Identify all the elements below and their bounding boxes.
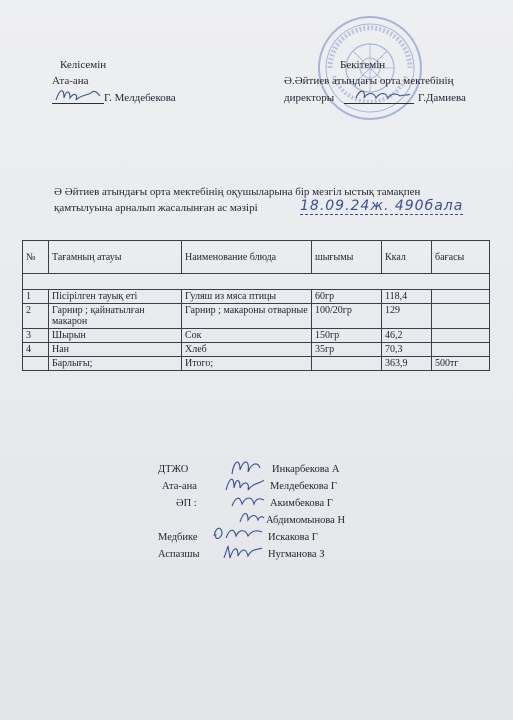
approval-left-title: Келісемін <box>60 59 107 71</box>
col-header-no: № <box>23 241 49 274</box>
menu-table <box>22 240 490 371</box>
col-header-name-kz: Тағамның атауы <box>49 241 182 274</box>
cell-price <box>432 343 490 357</box>
cell-name-ru: Хлеб <box>182 343 312 357</box>
col-header-price: бағасы <box>432 241 490 274</box>
sig-name-ap: Акимбекова Г <box>270 498 333 509</box>
sig-role-ap: ӘП : <box>176 498 197 509</box>
cell-yield: 60гр <box>312 290 382 304</box>
total-price: 500тг <box>432 357 490 371</box>
cell-price <box>432 304 490 329</box>
cell-name-kz: Нан <box>49 343 182 357</box>
cell-kcal: 46,2 <box>382 329 432 343</box>
cell-name-ru: Гарнир ; макароны отварные <box>182 304 312 329</box>
handwritten-date-count: 18.09.24ж. 490бала <box>300 198 464 214</box>
spacer-row <box>23 274 490 290</box>
table-row <box>23 343 490 357</box>
cell-no: 2 <box>23 304 49 329</box>
cell-no <box>23 357 49 371</box>
cell-name-kz: Гарнир ; қайнатылған макарон <box>49 304 182 329</box>
cell-no: 1 <box>23 290 49 304</box>
right-signature <box>352 86 412 104</box>
approval-right-title: Бекітемін <box>340 59 386 71</box>
cell-kcal: 118,4 <box>382 290 432 304</box>
table-total-row <box>23 357 490 371</box>
table-header-row <box>23 241 490 274</box>
col-header-yield: шығымы <box>312 241 382 274</box>
menu-heading-line2: қамтылуына арналып жасалынған ас мәзірі <box>54 202 258 214</box>
cell-name-kz: Пісірілген тауық еті <box>49 290 182 304</box>
approval-left-name: Г. Мелдебекова <box>104 92 176 104</box>
cell-kcal: 129 <box>382 304 432 329</box>
approval-right-role: директоры <box>284 92 335 104</box>
sig-name-cook: Нугманова З <box>268 549 325 560</box>
sig-role-medic: Медбике <box>158 532 198 543</box>
sig-name-dtzho: Инкарбекова А <box>272 464 340 475</box>
table-row <box>23 304 490 329</box>
col-header-kcal: Ккал <box>382 241 432 274</box>
sig-name-medic: Искакова Г <box>268 532 318 543</box>
menu-heading-line1: Ә Әйтиев атындағы орта мектебінің оқушыларына бір мезгіл ыстық тамақпен <box>54 186 421 198</box>
cell-name-kz: Шырын <box>49 329 182 343</box>
cell-kcal: 70,3 <box>382 343 432 357</box>
cell-name-ru: Гуляш из мяса птицы <box>182 290 312 304</box>
sig-name-parent: Мелдебекова Г <box>270 481 337 492</box>
total-label-kz: Барлығы; <box>49 357 182 371</box>
signature-cook <box>220 540 266 564</box>
cell-yield: 150гр <box>312 329 382 343</box>
cell-price <box>432 329 490 343</box>
total-label-ru: Итого; <box>182 357 312 371</box>
approval-left-role: Ата-ана <box>52 75 89 87</box>
col-header-name-ru: Наименование блюда <box>182 241 312 274</box>
cell-name-ru: Сок <box>182 329 312 343</box>
cell-price <box>432 290 490 304</box>
sig-name-abdimomynova: Абдимомынова Н <box>266 515 346 526</box>
approval-right-name: Г.Дамиева <box>418 92 466 104</box>
cell-no: 3 <box>23 329 49 343</box>
left-signature <box>52 84 104 106</box>
table-row <box>23 290 490 304</box>
sig-role-dtzho: ДТЖО <box>158 464 189 475</box>
cell-yield: 35гр <box>312 343 382 357</box>
table-row <box>23 329 490 343</box>
cell-yield: 100/20гр <box>312 304 382 329</box>
approval-right-org: Ә.Әйтиев атындағы орта мектебінің <box>284 75 454 87</box>
total-kcal: 363,9 <box>382 357 432 371</box>
sig-role-parent: Ата-ана <box>162 481 197 492</box>
sig-role-cook: Аспазшы <box>158 549 200 560</box>
cell-yield <box>312 357 382 371</box>
cell-no: 4 <box>23 343 49 357</box>
